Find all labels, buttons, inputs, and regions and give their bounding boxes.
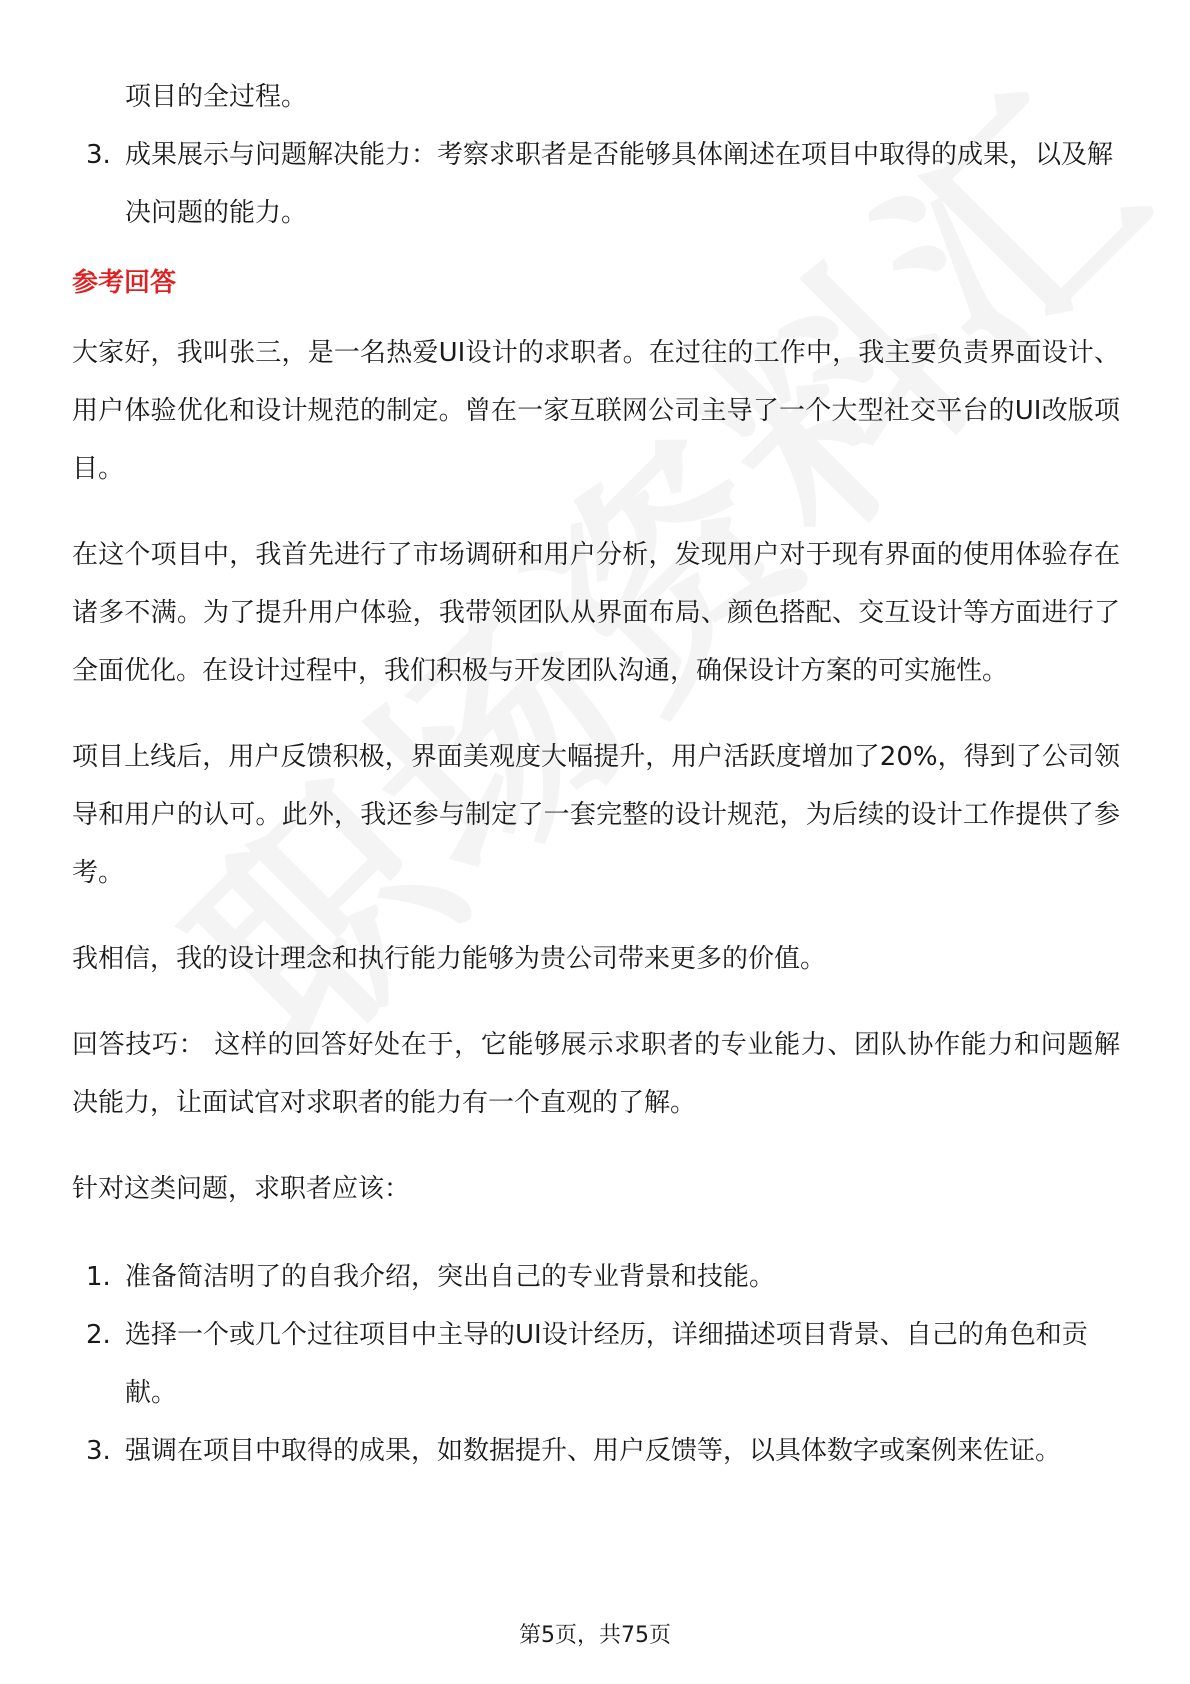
list-item-text: 强调在项目中取得的成果，如数据提升、用户反馈等，以具体数字或案例来佐证。	[125, 1436, 1062, 1466]
top-fragment: 项目的全过程。	[125, 82, 308, 112]
advice-list	[72, 1248, 1120, 1480]
list-item	[72, 1422, 1120, 1480]
criteria-list	[72, 126, 1120, 242]
list-item-text: 选择一个或几个过往项目中主导的UI设计经历，详细描述项目背景、自己的角色和贡献。	[125, 1320, 1088, 1408]
list-number: 1.	[86, 1262, 111, 1292]
answer-paragraph-4: 我相信，我的设计理念和执行能力能够为贵公司带来更多的价值。	[72, 944, 827, 974]
list-item	[72, 1248, 1120, 1306]
document-page	[72, 68, 1120, 1480]
answer-paragraph-3: 项目上线后，用户反馈积极，界面美观度大幅提升，用户活跃度增加了20%，得到了公司领导和用户的认可。此外，我还参与制定了一套完整的设计规范，为后续的设计工作提供了参考。	[72, 742, 1120, 888]
list-item	[72, 126, 1120, 242]
list-number: 3.	[86, 1436, 111, 1466]
reference-answer-heading: 参考回答	[72, 268, 177, 298]
list-item	[72, 1306, 1120, 1422]
list-item-text: 成果展示与问题解决能力：考察求职者是否能够具体阐述在项目中取得的成果，以及解决问题的能力。	[125, 140, 1114, 228]
list-number: 2.	[86, 1320, 111, 1350]
page-number-footer: 第5页，共75页	[519, 1623, 671, 1648]
advice-intro: 针对这类问题，求职者应该：	[72, 1174, 411, 1204]
answer-paragraph-1: 大家好，我叫张三，是一名热爱UI设计的求职者。在过往的工作中，我主要负责界面设计、用户体验优化和设计规范的制定。曾在一家互联网公司主导了一个大型社交平台的UI改版项目。	[72, 338, 1120, 484]
list-number: 3.	[86, 140, 111, 170]
answer-tips: 回答技巧： 这样的回答好处在于，它能够展示求职者的专业能力、团队协作能力和问题解决能力，让面试官对求职者的能力有一个直观的了解。	[72, 1030, 1120, 1118]
answer-paragraph-2: 在这个项目中，我首先进行了市场调研和用户分析，发现用户对于现有界面的使用体验存在诸多不满。为了提升用户体验，我带领团队从界面布局、颜色搭配、交互设计等方面进行了全面优化。在设计过程中，我们积极与开发团队沟通，确保设计方案的可实施性。	[72, 540, 1120, 686]
list-item-text: 准备简洁明了的自我介绍，突出自己的专业背景和技能。	[125, 1262, 776, 1292]
